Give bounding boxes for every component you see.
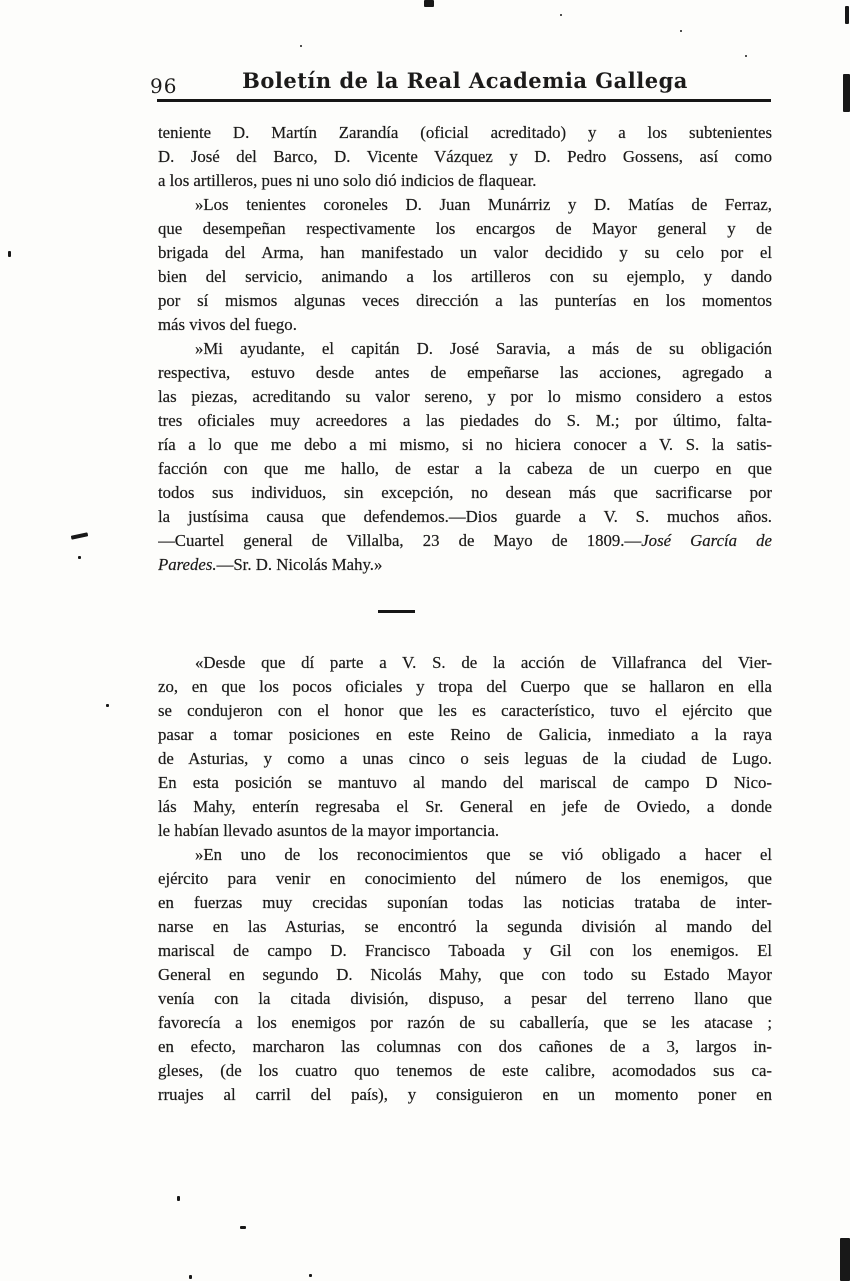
paragraph	[158, 193, 772, 337]
ink-speck	[840, 1238, 850, 1281]
text-line: teniente D. Martín Zarandía (oficial acreditado) y a los subtenientes	[158, 123, 772, 142]
text-line: las piezas, acreditando su valor sereno, y por lo mismo considero a estos	[158, 387, 772, 406]
ink-speck	[843, 74, 850, 112]
text-line: pasar a tomar posiciones en este Reino de Galicia, inmediato a la raya	[158, 725, 772, 744]
text-line	[158, 529, 772, 553]
ink-speck	[106, 704, 109, 707]
text-line: gleses, (de los cuatro quo tenemos de este calibre, acomodados sus ca-	[158, 1061, 772, 1080]
text-line: ría a lo que me debo a mi mismo, si no hiciera conocer a V. S. la satis-	[158, 435, 772, 454]
text-line: en efecto, marcharon las columnas con dos cañones de a 3, largos in-	[158, 1037, 772, 1056]
text-line: tres oficiales muy acreedores a las piedades do S. M.; por último, falta-	[158, 411, 772, 430]
ink-speck	[71, 532, 88, 539]
ink-speck	[240, 1226, 246, 1229]
text-line: »En uno de los reconocimientos que se vió obligado a hacer el	[195, 845, 772, 864]
paragraph	[158, 651, 772, 843]
text-line: »Mi ayudante, el capitán D. José Saravia, a más de su obligación	[195, 339, 772, 358]
ink-speck	[78, 556, 81, 559]
ink-speck	[680, 30, 682, 32]
header-rule	[157, 99, 771, 102]
text-line: brigada del Arma, han manifestado un valor decidido y su celo por el	[158, 243, 772, 262]
ink-speck	[177, 1196, 180, 1201]
text-line: en fuerzas muy crecidas suponían todas las noticias trataba de inter-	[158, 893, 772, 912]
text-line: todos sus individuos, sin excepción, no desean más que sacrificarse por	[158, 483, 772, 502]
ink-speck	[8, 251, 11, 257]
text-line: venía con la citada división, dispuso, a pesar del terreno llano que	[158, 989, 772, 1008]
section-divider	[378, 610, 415, 613]
text-line: En esta posición se mantuvo al mando del mariscal de campo D Nico-	[158, 773, 772, 792]
italic-text: Paredes.	[158, 555, 217, 574]
paragraph	[158, 121, 772, 193]
ink-speck	[745, 55, 747, 57]
text-line: rruajes al carril del país), y consiguieron en un momento poner en	[158, 1085, 772, 1104]
text-line: ejército para venir en conocimiento del número de los enemigos, que	[158, 869, 772, 888]
italic-text: José García de	[641, 531, 772, 550]
text-line: bien del servicio, animando a los artilleros con su ejemplo, y dando	[158, 267, 772, 286]
text-line: D. José del Barco, D. Vicente Vázquez y D. Pedro Gossens, así como	[158, 147, 772, 166]
header-title: Boletín de la Real Academia Gallega	[242, 68, 688, 93]
text-line: más vivos del fuego.	[158, 315, 297, 334]
text-line: General en segundo D. Nicolás Mahy, que con todo su Estado Mayor	[158, 965, 772, 984]
text-line: favorecía a los enemigos por razón de su caballería, que se les atacase ;	[158, 1013, 772, 1032]
ink-speck	[189, 1275, 192, 1279]
text-block	[158, 121, 772, 1107]
ink-speck	[560, 14, 562, 16]
text-line: narse en las Asturias, se encontró la segunda división al mando del	[158, 917, 772, 936]
ink-speck	[424, 0, 434, 7]
ink-speck	[845, 6, 849, 24]
text-line: la justísima causa que defendemos.—Dios guarde a V. S. muchos años.	[158, 507, 772, 526]
text-line: lás Mahy, enterín regresaba el Sr. General en jefe de Oviedo, a donde	[158, 797, 772, 816]
page-number: 96	[150, 74, 178, 98]
text-line: a los artilleros, pues ni uno solo dió indicios de flaquear.	[158, 171, 537, 190]
text-line: mariscal de campo D. Francisco Taboada y Gil con los enemigos. El	[158, 941, 772, 960]
text-line: zo, en que los pocos oficiales y tropa del Cuerpo que se hallaron en ella	[158, 677, 772, 696]
plain-text: —Cuartel general de Villalba, 23 de Mayo de 1809.—	[158, 531, 642, 550]
text-line: le habían llevado asuntos de la mayor importancia.	[158, 821, 500, 840]
text-line: por sí mismos algunas veces dirección a las punterías en los momentos	[158, 291, 772, 310]
text-line: se condujeron con el honor que les es característico, tuvo el ejército que	[158, 701, 772, 720]
ink-speck	[300, 45, 302, 47]
text-line: de Asturias, y como a unas cinco o seis leguas de la ciudad de Lugo.	[158, 749, 772, 768]
paragraph	[158, 843, 772, 1107]
plain-text: —Sr. D. Nicolás Mahy.»	[216, 555, 383, 574]
ink-speck	[309, 1274, 312, 1277]
text-line	[158, 553, 772, 577]
text-line: »Los tenientes coroneles D. Juan Munárriz y D. Matías de Ferraz,	[195, 195, 772, 214]
text-line: respectiva, estuvo desde antes de empeñarse las acciones, agregado a	[158, 363, 772, 382]
text-line: «Desde que dí parte a V. S. de la acción de Villafranca del Vier-	[195, 653, 772, 672]
text-line: que desempeñan respectivamente los encargos de Mayor general y de	[158, 219, 772, 238]
text-line: facción con que me hallo, de estar a la cabeza de un cuerpo en que	[158, 459, 772, 478]
paragraph	[158, 337, 772, 577]
